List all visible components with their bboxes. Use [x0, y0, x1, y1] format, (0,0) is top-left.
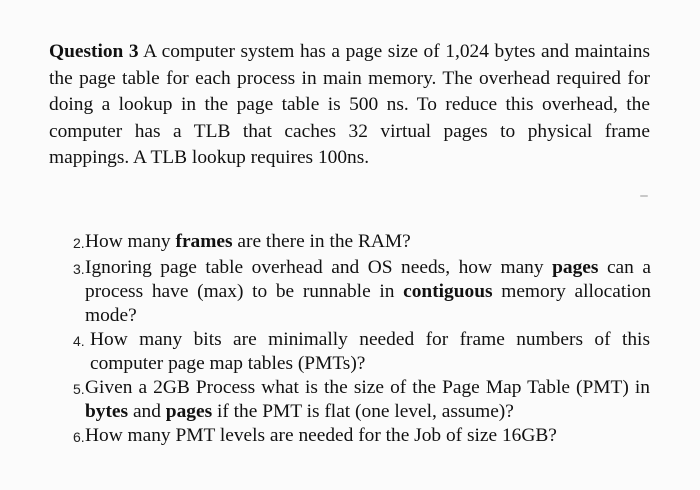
question-text [85, 424, 650, 448]
text-run: are there in the RAM? [232, 231, 411, 252]
bold-run: bytes [85, 401, 129, 422]
text-run: Ignoring page table overhead and OS needs, how many [85, 257, 553, 278]
question-text [85, 230, 650, 254]
question-intro [49, 39, 650, 172]
text-run: How many PMT levels are needed for the Job of size 16GB? [85, 425, 557, 446]
question-item-6 [73, 424, 653, 450]
text-run: How many [85, 231, 176, 252]
question-label: Question 3 [49, 41, 139, 62]
question-number: 3. [73, 261, 85, 277]
question-item-3 [73, 256, 653, 328]
question-text [85, 376, 650, 424]
bold-run: pages [165, 401, 213, 422]
question-item-2 [73, 230, 653, 256]
text-run: can a process have (max) to be runnable in [85, 257, 651, 302]
question-number: 4. [73, 333, 85, 349]
text-run: memory allocation mode? [85, 281, 651, 326]
bold-run: pages [552, 257, 599, 278]
scan-mark [640, 195, 648, 197]
question-number: 5. [73, 381, 85, 397]
question-intro-text: A computer system has a page size of 1,024 bytes and maintains the page table for each process in main memory. The overhead required for doing a lookup in the page table is 500 ns. To reduce this overhead, the computer has a TLB that caches 32 virtual pages to physical frame mappings. A TLB lookup requires 100ns. [49, 41, 651, 168]
question-item-4 [73, 328, 653, 376]
text-run: if the PMT is flat (one level, assume)? [212, 401, 514, 422]
text-run: and [128, 401, 166, 422]
bold-run: contiguous [403, 281, 493, 302]
question-number: 2. [73, 235, 85, 251]
question-text [79, 256, 651, 328]
text-run: Given a 2GB Process what is the size of the Page Map Table (PMT) in [85, 377, 650, 398]
question-number: 6. [73, 429, 85, 445]
text-run: How many bits are minimally needed for frame numbers of this computer page map tables (PMTs)? [90, 329, 650, 374]
bold-run: frames [175, 231, 233, 252]
question-text [90, 328, 650, 376]
question-item-5 [73, 376, 653, 424]
